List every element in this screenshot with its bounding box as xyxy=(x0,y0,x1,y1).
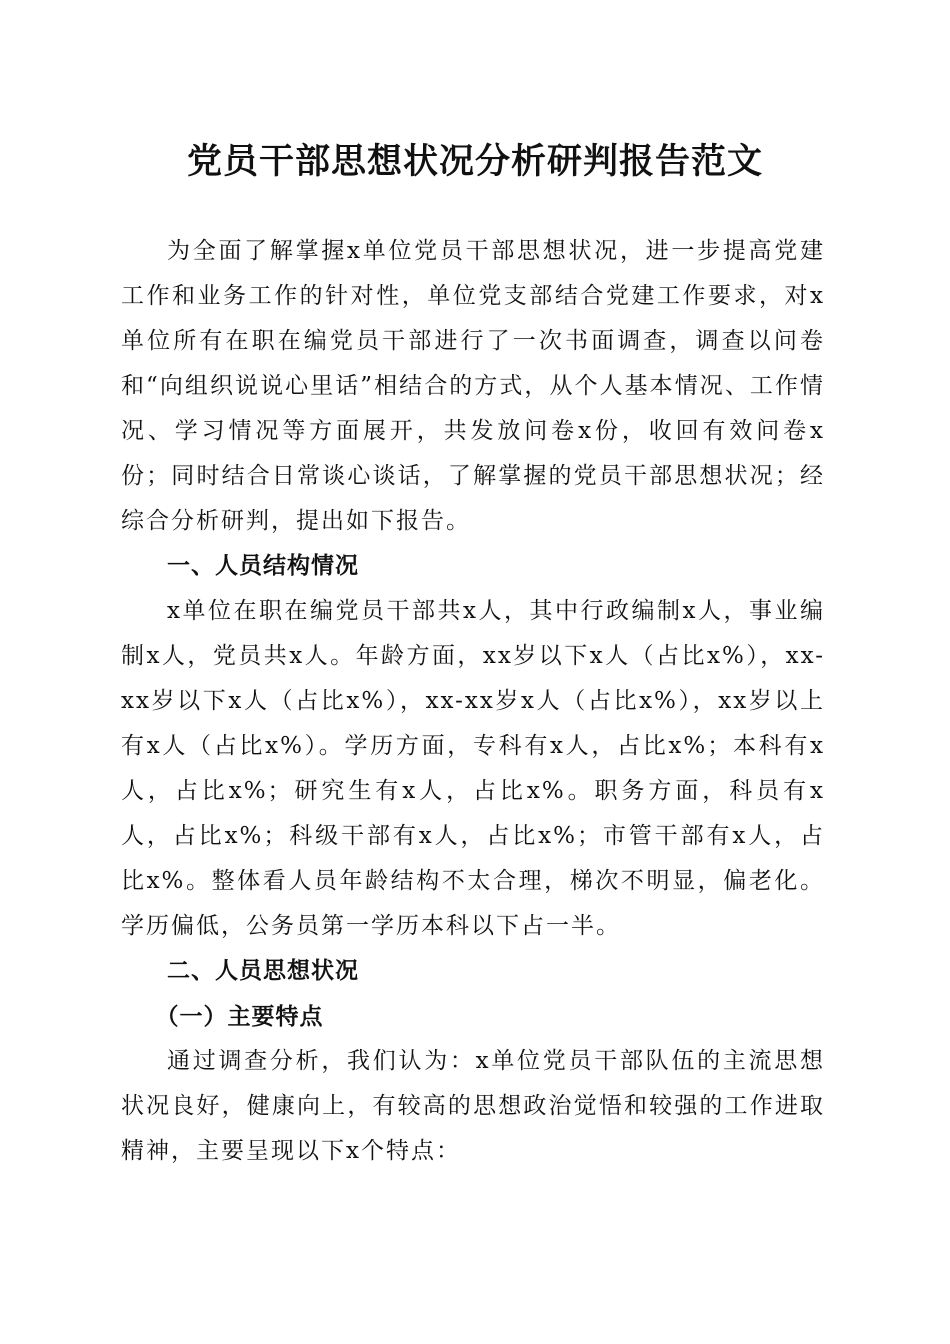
subsection-heading-features: （一）主要特点 xyxy=(155,1003,324,1030)
section-heading-structure: 一、人员结构情况 xyxy=(167,553,359,579)
structure-paragraph: x单位在职在编党员干部共x人，其中行政编制x人，事业编制x人，党员共x人。年龄方面，xx岁以下x人（占比x%），xx-xx岁以下x人（占比x%），xx-xx岁x人（占比x%），xx岁以上有x人（占比x%）。学历方面，专科有x人，占比x%；本科有x人，占比x%；研究生有x人，占比x%。职务方面，科员有x人，占比x%；科级干部有x人，占比x%；市管干部有x人，占比x%。整体看人员年龄结构不太合理，梯次不明显，偏老化。学历偏低，公务员第一学历本科以下占一半。 xyxy=(121,598,825,939)
document-title: 党员干部思想状况分析研判报告范文 xyxy=(186,141,763,182)
features-paragraph: 通过调查分析，我们认为：x单位党员干部队伍的主流思想状况良好，健康向上，有较高的思想政治觉悟和较强的工作进取精神，主要呈现以下x个特点： xyxy=(121,1048,825,1164)
section-heading-thinking: 二、人员思想状况 xyxy=(167,958,359,984)
intro-paragraph: 为全面了解掌握x单位党员干部思想状况，进一步提高党建工作和业务工作的针对性，单位党支部结合党建工作要求，对x单位所有在职在编党员干部进行了一次书面调查，调查以问卷和“向组织说说心里话”相结合的方式，从个人基本情况、工作情况、学习情况等方面展开，共发放问卷x份，收回有效问卷x份；同时结合日常谈心谈话，了解掌握的党员干部思想状况；经综合分析研判，提出如下报告。 xyxy=(121,238,825,534)
document-body xyxy=(121,229,825,1174)
